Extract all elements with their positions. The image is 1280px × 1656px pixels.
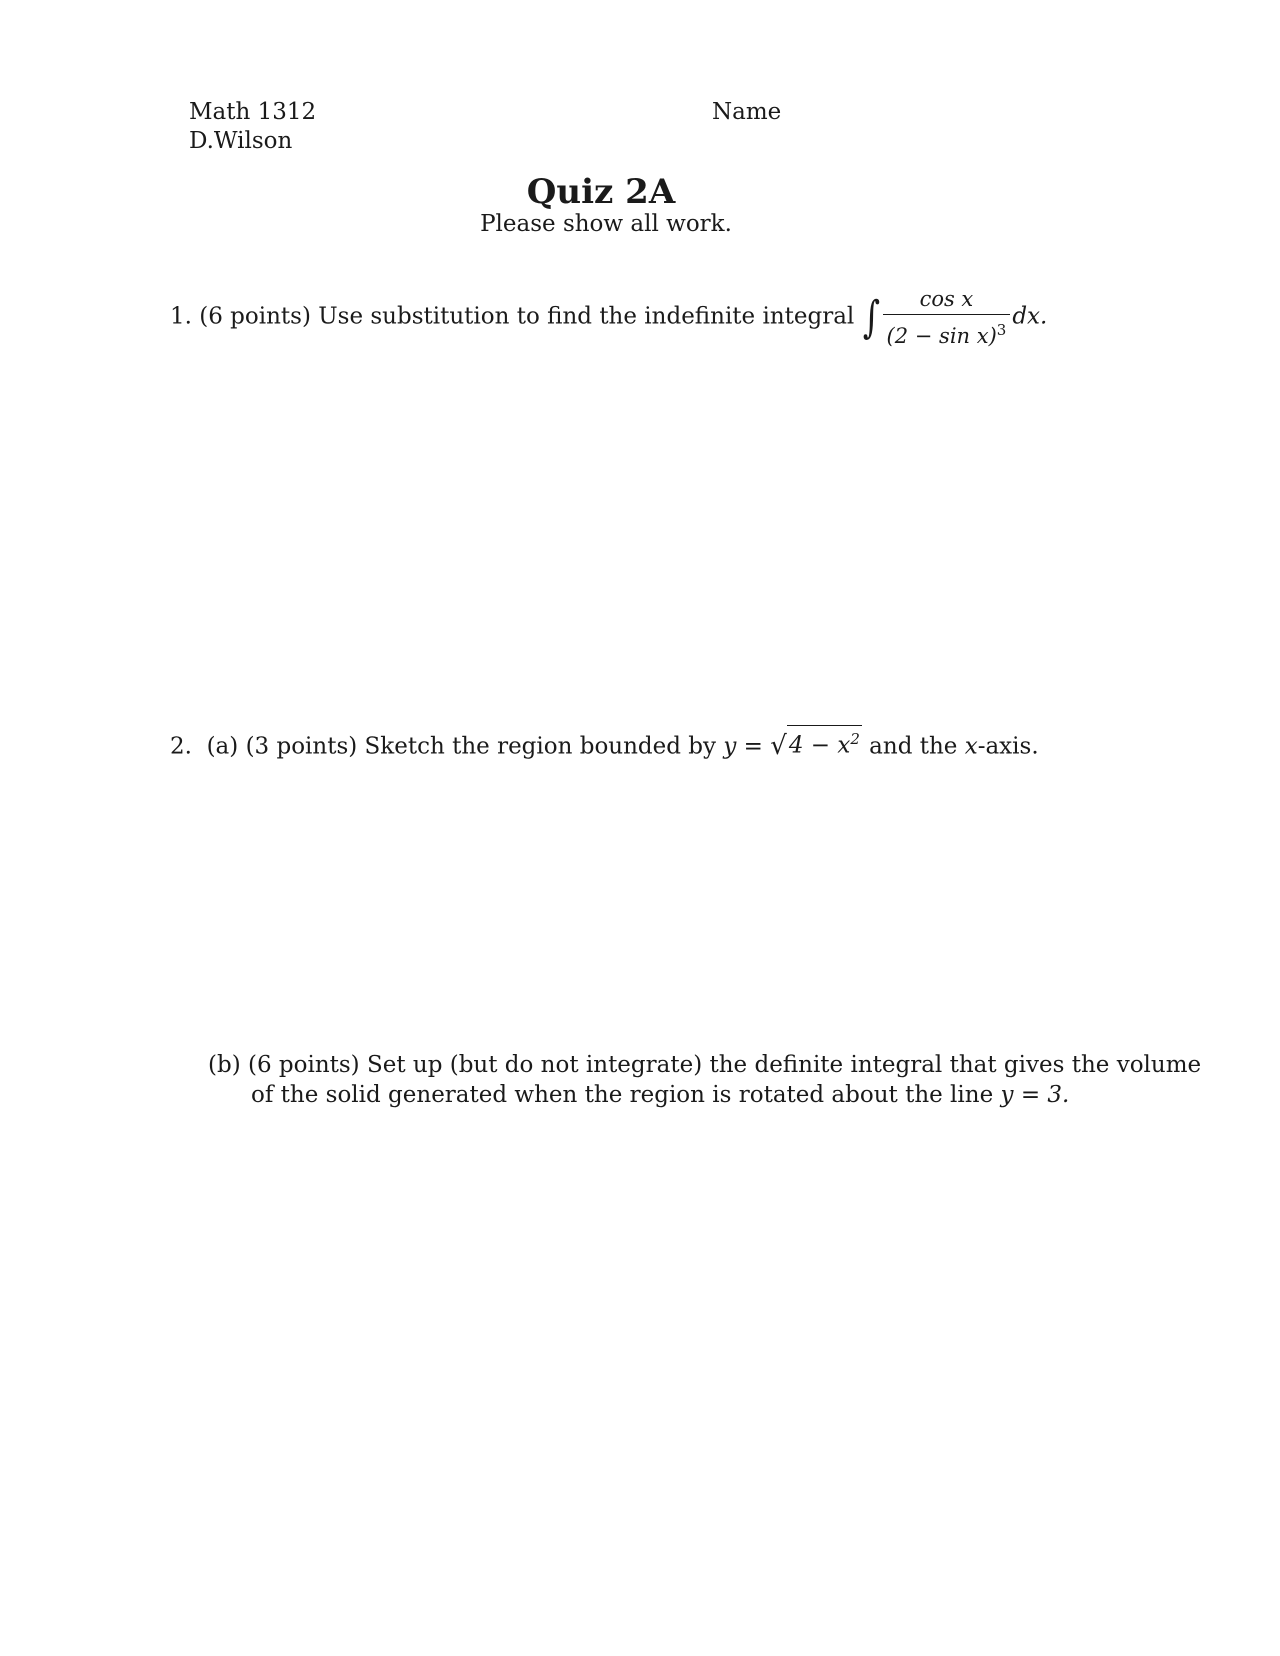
q1-differential: dx. <box>1012 303 1048 330</box>
course-label: Math 1312 <box>189 99 317 125</box>
q1-exponent: 3 <box>996 321 1007 339</box>
q1-number: 1. <box>170 303 192 330</box>
q2-number: 2. <box>170 733 192 760</box>
q2a-sqrt <box>770 725 862 759</box>
q2a-radicand: $4 - x^2$ <box>787 725 862 759</box>
q2a-axis-var: x <box>964 733 978 760</box>
question-2b-line2 <box>251 1079 1069 1111</box>
q2b-line-eq: y = 3. <box>1000 1082 1070 1108</box>
question-1 <box>170 286 1047 349</box>
q2a-text: (3 points) Sketch the region bounded by <box>245 733 717 760</box>
sqrt-icon: √ <box>770 730 787 761</box>
instructions: Please show all work. <box>480 211 732 237</box>
q1-denominator: $(2 - \sin x)^3$ <box>883 314 1011 349</box>
integral-symbol: ∫ <box>862 291 880 343</box>
question-2b <box>208 1049 1201 1081</box>
question-2a <box>170 725 1039 763</box>
quiz-title: Quiz 2A <box>526 172 676 212</box>
q2a-equation-lhs: y = <box>723 733 763 760</box>
q1-text: (6 points) Use substitution to find the indefinite integral <box>199 303 855 330</box>
q2a-text-end: -axis. <box>977 733 1039 760</box>
q1-fraction <box>883 286 1011 349</box>
q2a-text-post: and the <box>869 733 958 760</box>
q1-integral <box>862 286 1048 349</box>
instructor-label: D.Wilson <box>189 128 293 154</box>
q2b-line1: (6 points) Set up (but do not integrate) the definite integral that gives the volume <box>247 1052 1202 1078</box>
q2a-label: (a) <box>206 733 239 760</box>
name-label: Name <box>712 99 782 125</box>
q1-numerator: cos x <box>919 287 974 311</box>
q2b-label: (b) <box>208 1052 241 1078</box>
q2b-line2: of the solid generated when the region is rotated about the line <box>251 1082 994 1108</box>
